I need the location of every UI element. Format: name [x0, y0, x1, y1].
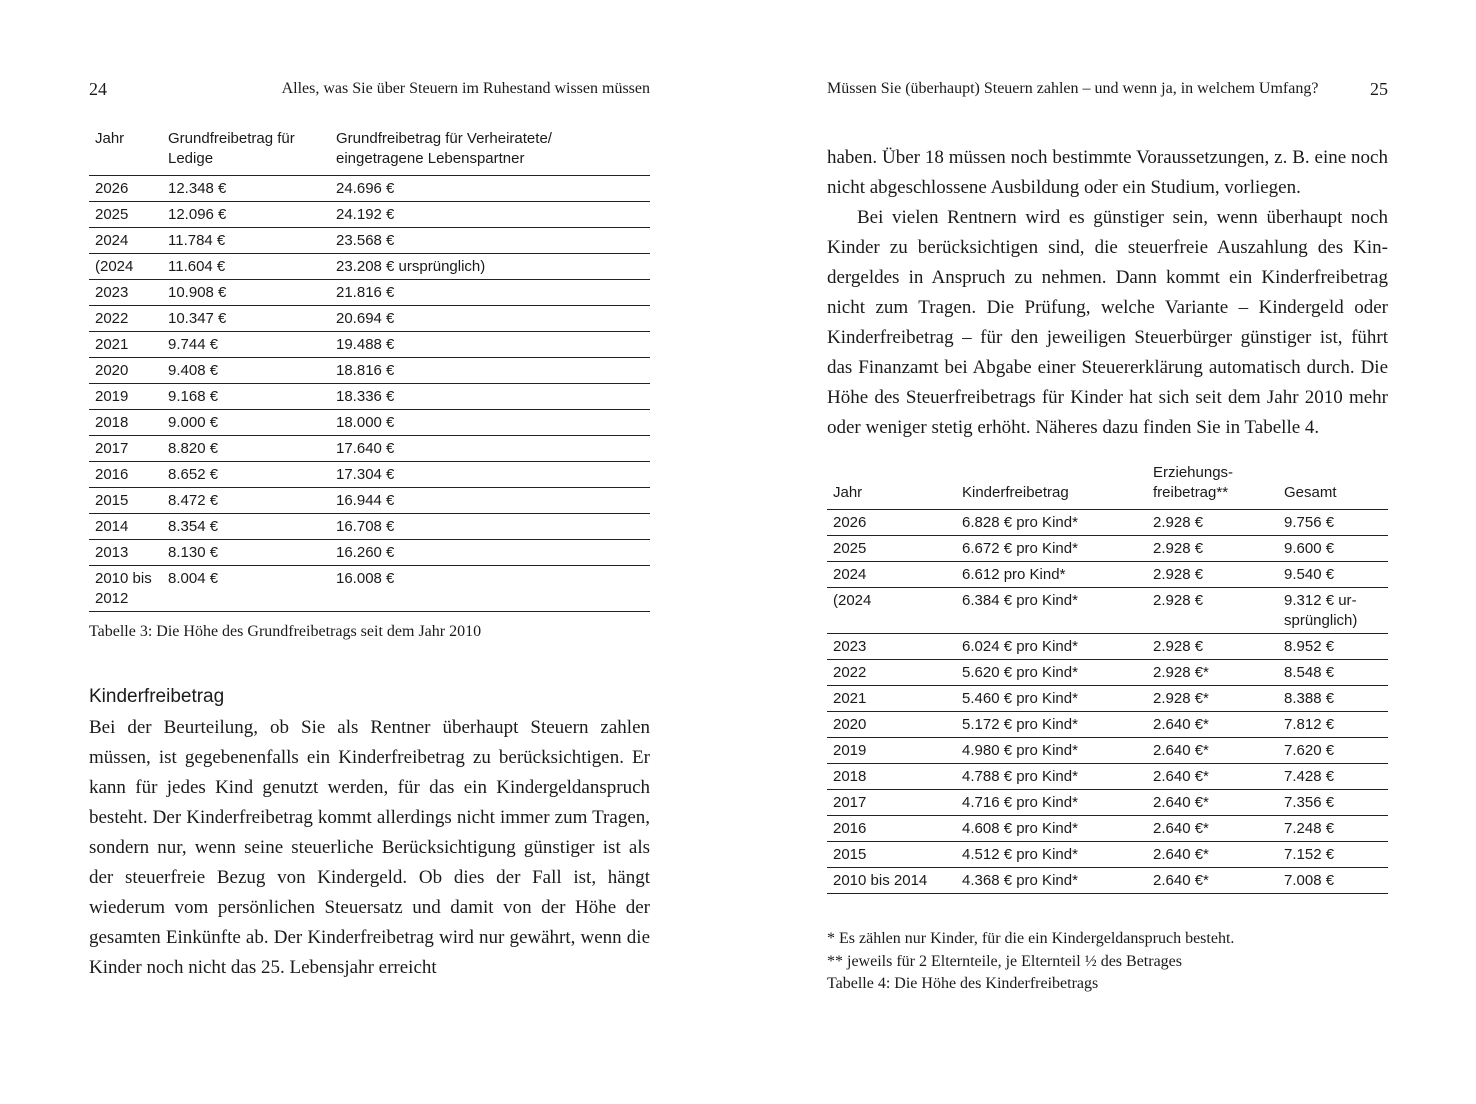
- table-cell: 8.652 €: [162, 462, 330, 488]
- table-row: [827, 660, 1388, 686]
- table-cell: 2018: [89, 410, 162, 436]
- page-number: 25: [1370, 79, 1388, 99]
- running-head-left: [89, 79, 650, 101]
- table-cell: 2026: [89, 176, 162, 202]
- table-cell: 2020: [827, 712, 956, 738]
- table-cell: 6.612 pro Kind*: [956, 562, 1147, 588]
- table-row: [89, 228, 650, 254]
- table-cell: 2020: [89, 358, 162, 384]
- table-cell: 2022: [827, 660, 956, 686]
- table-header-cell: Grundfreibetrag für Verheiratete/ eingetragene Lebenspartner: [336, 130, 552, 167]
- table-cell: 23.568 €: [330, 228, 650, 254]
- table-cell: 7.356 €: [1278, 790, 1388, 816]
- table-cell: 6.828 € pro Kind*: [956, 510, 1147, 536]
- table-cell: 2024: [89, 228, 162, 254]
- footnotes: [827, 928, 1234, 996]
- table-cell: 11.604 €: [162, 254, 330, 280]
- table-row: [827, 842, 1388, 868]
- table-cell: 2026: [827, 510, 956, 536]
- table-cell: 9.756 €: [1278, 510, 1388, 536]
- table-cell: 2023: [827, 634, 956, 660]
- table-cell: 9.312 € ursprünglich): [1278, 588, 1388, 634]
- table-cell: 8.472 €: [162, 488, 330, 514]
- table-cell: 4.716 € pro Kind*: [956, 790, 1147, 816]
- table-cell: 7.008 €: [1278, 868, 1388, 894]
- table-cell: 8.952 €: [1278, 634, 1388, 660]
- table-cell: 2.640 €*: [1147, 738, 1278, 764]
- table-row: [827, 686, 1388, 712]
- table-header-cell: Gesamt: [1284, 484, 1337, 501]
- table-cell: 16.008 €: [330, 566, 650, 612]
- table-cell: 2021: [827, 686, 956, 712]
- table-cell: 2017: [827, 790, 956, 816]
- running-head-title: Müssen Sie (überhaupt) Steuern zahlen – und wenn ja, in welchem Umfang?: [827, 80, 1319, 97]
- table-row: [827, 634, 1388, 660]
- table-cell: 4.512 € pro Kind*: [956, 842, 1147, 868]
- table-cell: 4.608 € pro Kind*: [956, 816, 1147, 842]
- table-cell: 19.488 €: [330, 332, 650, 358]
- table-row: [827, 738, 1388, 764]
- table-header-cell: Grundfreibetrag für Ledige: [168, 130, 295, 167]
- table-cell: 17.640 €: [330, 436, 650, 462]
- table-cell: 24.192 €: [330, 202, 650, 228]
- table-cell: 7.428 €: [1278, 764, 1388, 790]
- table-cell: 4.980 € pro Kind*: [956, 738, 1147, 764]
- table-cell: 2.640 €*: [1147, 790, 1278, 816]
- table-cell: 11.784 €: [162, 228, 330, 254]
- table-cell: 8.388 €: [1278, 686, 1388, 712]
- table-cell: 2022: [89, 306, 162, 332]
- table-cell: 10.347 €: [162, 306, 330, 332]
- table-cell: 2010 bis 2014: [827, 868, 956, 894]
- table-row: [89, 540, 650, 566]
- table-cell: 9.744 €: [162, 332, 330, 358]
- table-cell: 18.816 €: [330, 358, 650, 384]
- table-cell: 21.816 €: [330, 280, 650, 306]
- table-header-cell: Kinderfreibetrag: [962, 484, 1069, 501]
- table-kinderfreibetrag: [827, 463, 1388, 894]
- table-row: [89, 254, 650, 280]
- table-cell: 9.600 €: [1278, 536, 1388, 562]
- table-row: [89, 176, 650, 202]
- footnote: * Es zählen nur Kinder, für die ein Kindergeldanspruch besteht.: [827, 930, 1235, 947]
- table-cell: 2015: [827, 842, 956, 868]
- table-cell: 2.640 €*: [1147, 816, 1278, 842]
- table-row: [89, 280, 650, 306]
- table-cell: 4.368 € pro Kind*: [956, 868, 1147, 894]
- table-cell: 6.384 € pro Kind*: [956, 588, 1147, 634]
- table-cell: 2019: [827, 738, 956, 764]
- table-cell: 2.928 €*: [1147, 686, 1278, 712]
- table-cell: 2.928 €: [1147, 588, 1278, 634]
- table-grundfreibetrag: [89, 129, 650, 612]
- table-cell: 2024: [827, 562, 956, 588]
- table-cell: 2.640 €*: [1147, 712, 1278, 738]
- table-row: [89, 358, 650, 384]
- table-cell: 2023: [89, 280, 162, 306]
- table-row: [89, 410, 650, 436]
- table-cell: 2013: [89, 540, 162, 566]
- table-cell: 2025: [827, 536, 956, 562]
- table-cell: 5.172 € pro Kind*: [956, 712, 1147, 738]
- table-cell: 9.540 €: [1278, 562, 1388, 588]
- table-row: [827, 868, 1388, 894]
- table-cell: 2018: [827, 764, 956, 790]
- table-cell: 2.640 €*: [1147, 868, 1278, 894]
- table-cell: 24.696 €: [330, 176, 650, 202]
- table-cell: (2024: [827, 588, 956, 634]
- table-header-cell: Erziehungs- freibetrag**: [1153, 464, 1234, 501]
- table-cell: 12.096 €: [162, 202, 330, 228]
- paragraph: haben. Über 18 müssen noch bestimmte Voraussetzungen, z. B. eine noch nicht abgeschlossene Ausbildung oder ein Studium, vorliegen.: [827, 147, 1388, 198]
- table-cell: 20.694 €: [330, 306, 650, 332]
- body-text-right: [827, 143, 1388, 443]
- table-cell: 2021: [89, 332, 162, 358]
- running-head-title: Alles, was Sie über Steuern im Ruhestand wissen müssen: [281, 80, 650, 97]
- table-cell: 2014: [89, 514, 162, 540]
- table-cell: 23.208 € ursprünglich): [330, 254, 650, 280]
- table-row: [89, 332, 650, 358]
- table-row: [827, 816, 1388, 842]
- table-cell: 2.928 €: [1147, 510, 1278, 536]
- table-cell: 2017: [89, 436, 162, 462]
- table-cell: 8.130 €: [162, 540, 330, 566]
- table-cell: (2024: [89, 254, 162, 280]
- table-row: [89, 488, 650, 514]
- table-cell: 5.460 € pro Kind*: [956, 686, 1147, 712]
- table-row: [89, 384, 650, 410]
- table-caption: Tabelle 3: Die Höhe des Grundfreibetrags seit dem Jahr 2010: [89, 623, 482, 640]
- table-cell: 2.928 €: [1147, 536, 1278, 562]
- paragraph: Bei vielen Rentnern wird es günstiger sein, wenn überhaupt noch Kinder zu berücksichtigen sind, die steuerfreie Auszahlung des Kindergeldes in Anspruch zu nehmen. Dann kommt ein Kinderfreibetrag nicht zum Tragen. Die Prüfung, welche Variante – Kindergeld oder Kinderfreibetrag – für den jeweiligen Steuerbürger günstiger ist, führt das Finanzamt bei Abgabe einer Steuererklärung automatisch durch. Die Höhe des Steuerfreibetrags für Kinder hat sich seit dem Jahr 2010 mehr oder weniger stetig erhöht. Näheres dazu finden Sie in Tabelle 4.: [827, 207, 1388, 438]
- table-cell: 9.408 €: [162, 358, 330, 384]
- body-text-left: [89, 713, 650, 983]
- table-caption: Tabelle 4: Die Höhe des Kinderfreibetrags: [827, 975, 1099, 992]
- table-cell: 2.928 €*: [1147, 660, 1278, 686]
- table-row: [827, 562, 1388, 588]
- table-cell: 2016: [827, 816, 956, 842]
- table-cell: 16.708 €: [330, 514, 650, 540]
- table-cell: 7.620 €: [1278, 738, 1388, 764]
- table-row: [89, 462, 650, 488]
- table-cell: 18.336 €: [330, 384, 650, 410]
- footnote: ** jeweils für 2 Elternteile, je Elternteil ½ des Betrages: [827, 952, 1182, 970]
- table-row: [827, 588, 1388, 634]
- table-cell: 9.168 €: [162, 384, 330, 410]
- table-cell: 9.000 €: [162, 410, 330, 436]
- table-cell: 6.024 € pro Kind*: [956, 634, 1147, 660]
- table-row: [827, 712, 1388, 738]
- table-row: [89, 566, 650, 612]
- table-cell: 10.908 €: [162, 280, 330, 306]
- table-cell: 2016: [89, 462, 162, 488]
- table-cell: 2019: [89, 384, 162, 410]
- table-cell: 2.928 €: [1147, 634, 1278, 660]
- table-cell: 7.812 €: [1278, 712, 1388, 738]
- table-row: [827, 536, 1388, 562]
- table-cell: 16.260 €: [330, 540, 650, 566]
- table-row: [827, 510, 1388, 536]
- paragraph: Bei der Beurteilung, ob Sie als Rentner überhaupt Steuern zahlen müssen, ist gegebenenfalls ein Kinderfreibetrag zu berücksichtigen. Er kann für jedes Kind genutzt werden, für das ein Kindergeldanspruch besteht. Der Kinderfreibetrag kommt allerdings nicht immer zum Tragen, sondern nur, wenn seine steuerliche Berücksichtigung günstiger ist als der steuerfreie Bezug von Kindergeld. Ob dies der Fall ist, hängt wiederum vom persönlichen Steuersatz und damit von der Höhe der gesamten Einkünfte ab. Der Kinderfreibetrag wird nur gewährt, wenn die Kinder noch nicht das 25. Lebensjahr erreicht: [89, 717, 650, 978]
- table-cell: 2.640 €*: [1147, 764, 1278, 790]
- page-number: 24: [89, 79, 107, 99]
- table-cell: 12.348 €: [162, 176, 330, 202]
- table-cell: 8.354 €: [162, 514, 330, 540]
- table-cell: 16.944 €: [330, 488, 650, 514]
- table-cell: 2010 bis 2012: [89, 566, 162, 612]
- table-cell: 2.928 €: [1147, 562, 1278, 588]
- table-row: [89, 202, 650, 228]
- table-cell: 8.004 €: [162, 566, 330, 612]
- table-cell: 4.788 € pro Kind*: [956, 764, 1147, 790]
- table-row: [827, 790, 1388, 816]
- table-cell: 8.548 €: [1278, 660, 1388, 686]
- table-row: [89, 514, 650, 540]
- table-header-cell: Jahr: [95, 130, 125, 147]
- table-cell: 2015: [89, 488, 162, 514]
- table-cell: 18.000 €: [330, 410, 650, 436]
- table-cell: 17.304 €: [330, 462, 650, 488]
- running-head-right: [827, 79, 1388, 99]
- table-row: [89, 436, 650, 462]
- table-cell: 2.640 €*: [1147, 842, 1278, 868]
- table-cell: 6.672 € pro Kind*: [956, 536, 1147, 562]
- table-row: [827, 764, 1388, 790]
- section-heading: Kinderfreibetrag: [89, 686, 225, 707]
- table-cell: 2025: [89, 202, 162, 228]
- table-cell: 7.248 €: [1278, 816, 1388, 842]
- table-row: [89, 306, 650, 332]
- table-cell: 7.152 €: [1278, 842, 1388, 868]
- table-cell: 5.620 € pro Kind*: [956, 660, 1147, 686]
- table-header-cell: Jahr: [833, 484, 863, 501]
- table-cell: 8.820 €: [162, 436, 330, 462]
